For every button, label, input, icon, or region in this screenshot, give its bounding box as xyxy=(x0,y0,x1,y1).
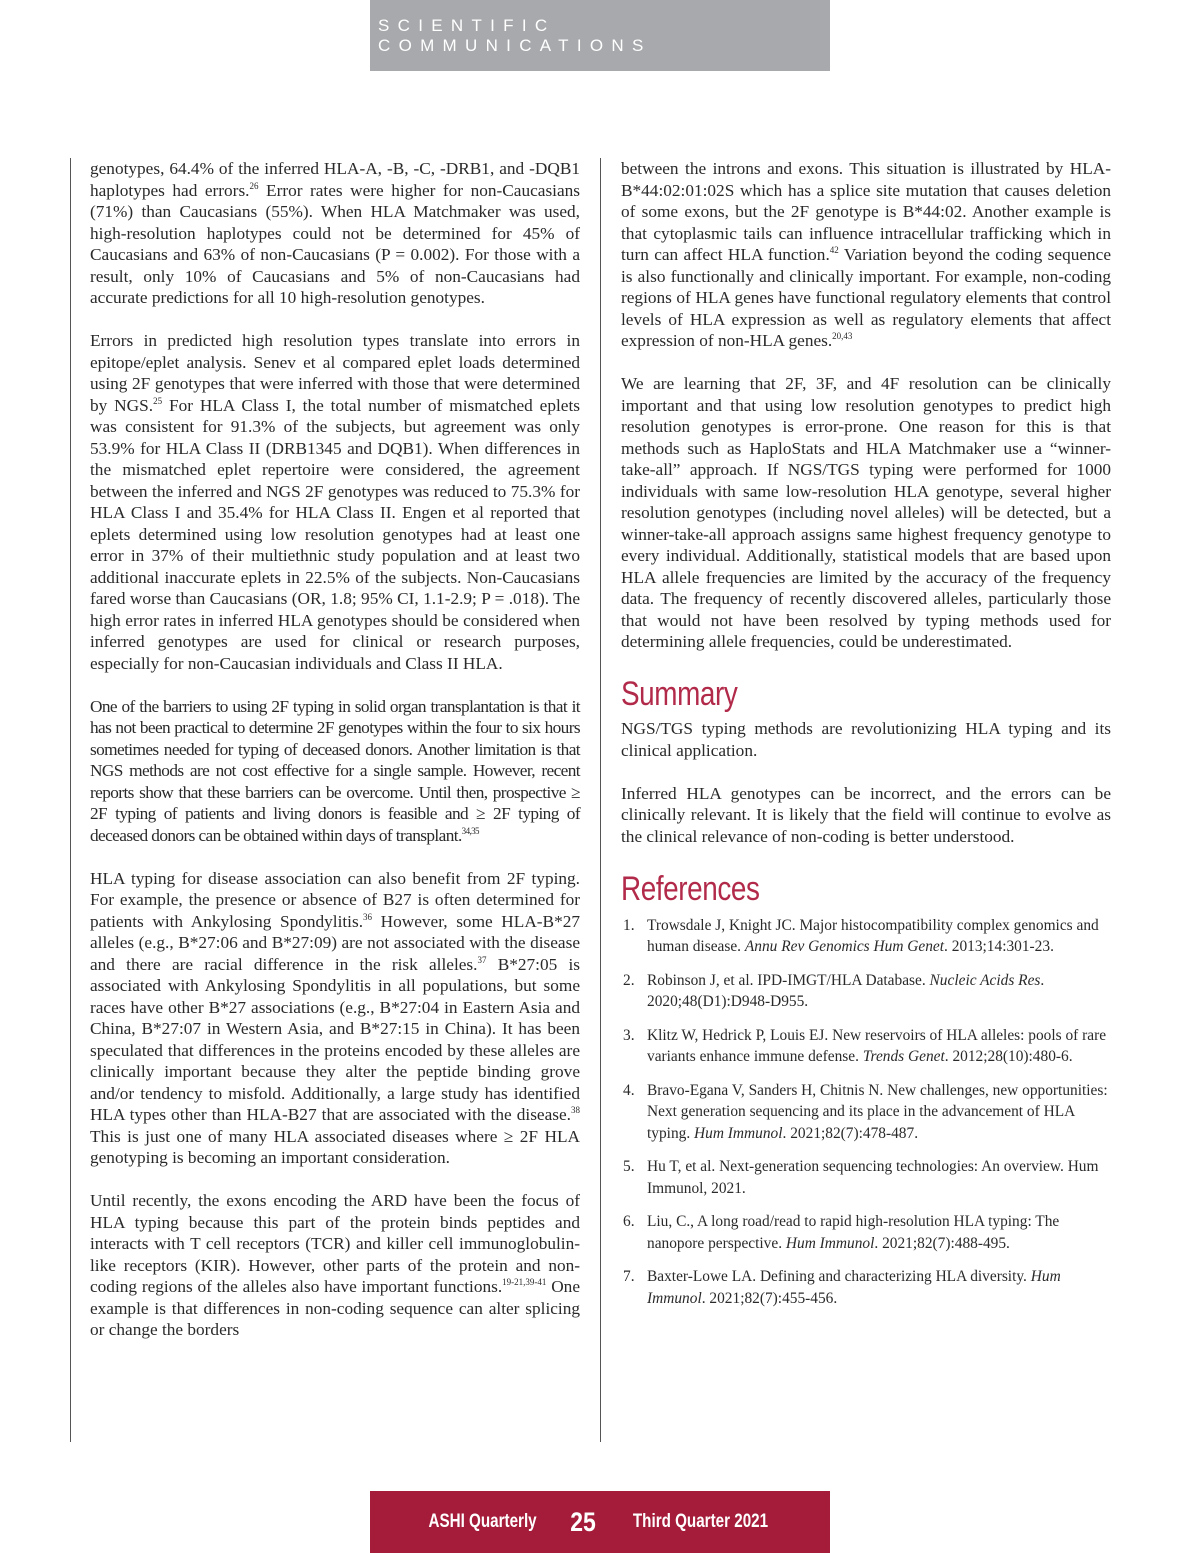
reference-item: 5. Hu T, et al. Next-generation sequencing technologies: An overview. Hum Immunol, 2021. xyxy=(623,1158,1099,1197)
journal-name: ASHI Quarterly xyxy=(428,1511,537,1532)
summary-heading: Summary xyxy=(621,675,738,713)
paragraph: Errors in predicted high resolution types translate into errors in epitope/eplet analysis. Senev et al compared eplet loads determined using 2F genotypes that were inferred with those that were determined by NGS.$^{25}$ For HLA Class I, the total number of mismatched eplets was consistent for 91.3% of the subjects, but agreement was only 53.9% for HLA Class II (DRB1345 and DQB1). When differences in the mismatched eplet repertoire were considered, the agreement between the inferred and NGS 2F genotypes was reduced to 75.3% for HLA Class I and 35.4% for HLA Class II. Engen et al reported that eplets determined using low resolution genotypes had at least one error in 37% of their multiethnic study population and at least two additional inaccurate eplets in 22.5% of the subjects. Non-Caucasians fared worse than Caucasians (OR, 1.8; 95% CI, 1.1-2.9; P = .018). The high error rates in inferred HLA genotypes should be considered when inferred genotypes are used for clinical or research purposes, especially for non-Caucasian individuals and Class II HLA. xyxy=(90,331,580,673)
column-divider-rule xyxy=(600,158,601,1442)
footer-band xyxy=(370,1491,830,1553)
paragraph: Until recently, the exons encoding the ARD have been the focus of HLA typing because this part of the protein binds peptides and interacts with T cell receptors (TCR) and killer cell immunoglobulin-like receptors (KIR). However, other parts of the protein and non-coding regions of the alleles also have important functions.$^{19-21,39-41}$ One example is that differences in non-coding sequence can alter splicing or change the borders xyxy=(90,1191,580,1339)
paragraph: genotypes, 64.4% of the inferred HLA-A, -B, -C, -DRB1, and -DQB1 haplotypes had errors.$^{26}$ Error rates were higher for non-Caucasians (71%) than Caucasians (55%). When HLA Matchmaker was used, high-resolution haplotypes could not be determined for 45% of Caucasians and 63% of non-Caucasians (P = 0.002). For those with a result, only 10% of Caucasians and 5% of non-Caucasians had accurate predictions for all 10 high-resolution genotypes. xyxy=(90,159,581,307)
paragraph: HLA typing for disease association can also benefit from 2F typing. For example, the presence or absence of B27 is often determined for patients with Ankylosing Spondylitis.$^{36}$ However, some HLA-B*27 alleles (e.g., B*27:06 and B*27:09) are not associated with the disease and there are racial difference in the risk alleles.$^{37}$ B*27:05 is associated with Ankylosing Spondylitis in all populations, but some races have other B*27 associations (e.g., B*27:04 in Eastern Asia and China, B*27:07 in Western Asia, and B*27:15 in China). It has been speculated that differences in the proteins encoded by these alleles are clinically important because they alter the peptide binding grove and/or tendency to misfold. Additionally, a large study has identified HLA types other than HLA-B27 that are associated with the disease.$^{38}$ This is just one of many HLA associated diseases where ≥ 2F HLA genotyping is becoming an important consideration. xyxy=(90,868,581,1167)
summary-paragraph: Inferred HLA genotypes can be incorrect, and the errors can be clinically relevant. It is likely that the field will continue to evolve as the clinical relevance of non-coding is better understood. xyxy=(621,783,1111,846)
references-heading: References xyxy=(621,869,760,908)
section-label: SCIENTIFIC COMMUNICATIONS xyxy=(378,15,652,55)
reference-item: 4. Bravo-Egana V, Sanders H, Chitnis N. New challenges, new opportunities: Next generation sequencing and its place in the advancement of HLA typing. Hum Immunol. 2021;82(7):478-487. xyxy=(623,1081,1108,1142)
section-header-band xyxy=(370,0,830,71)
references-list xyxy=(621,915,1111,1310)
page-number: 25 xyxy=(570,1506,596,1537)
reference-item: 2. Robinson J, et al. IPD-IMGT/HLA Database. Nucleic Acids Res. 2020;48(D1):D948-D955. xyxy=(623,971,1045,1010)
reference-item: 3. Klitz W, Hedrick P, Louis EJ. New reservoirs of HLA alleles: pools of rare variants enhance immune defense. Trends Genet. 2012;28(10):480-6. xyxy=(623,1026,1107,1065)
paragraph: between the introns and exons. This situation is illustrated by HLA-B*44:02:01:02S which has a splice site mutation that causes deletion of some exons, but the 2F genotype is B*44:02. Another example is that cytoplasmic tails can influence intracellular trafficking which in turn can affect HLA function.$^{42}$ Variation beyond the coding sequence is also functionally and clinically important. For example, non-coding regions of HLA genes have functional regulatory elements that control levels of HLA expression as well as regulatory elements that affect expression of non-HLA genes.$^{20,43}$ xyxy=(621,159,1111,350)
left-column xyxy=(90,158,580,1362)
paragraph: One of the barriers to using 2F typing in solid organ transplantation is that it has not been practical to determine 2F genotypes within the four to six hours sometimes needed for typing of deceased donors. Another limitation is that NGS methods are not cost effective for a single sample. However, recent reports show that these barriers can be overcome. Until then, prospective ≥ 2F typing of patients and living donors is feasible and ≥ 2F typing of deceased donors can be obtained within days of transplant.$^{34,35}$ xyxy=(90,696,580,845)
reference-item: 1. Trowsdale J, Knight JC. Major histocompatibility complex genomics and human disease. Annu Rev Genomics Hum Genet. 2013;14:301-23. xyxy=(623,916,1099,955)
left-column-rule xyxy=(70,158,71,1442)
reference-item: 6. Liu, C., A long road/read to rapid high-resolution HLA typing: The nanopore perspective. Hum Immunol. 2021;82(7):488-495. xyxy=(623,1213,1060,1252)
right-column xyxy=(621,158,1111,1321)
paragraph: We are learning that 2F, 3F, and 4F resolution can be clinically important and that using low resolution genotypes to predict high resolution genotypes is error-prone. One reason for this is that methods such as HaploStats and HLA Matchmaker use a “winner-take-all” approach. If NGS/TGS typing were performed for 1000 individuals with same low-resolution HLA genotype, several higher resolution genotypes (including novel alleles) will be detected, but a winner-take-all approach assigns same highest frequency genotype to every individual. Additionally, statistical models that are based upon HLA allele frequencies are limited by the accuracy of the frequency data. The frequency of recently discovered alleles, particularly those that would not have been resolved by typing methods used for determining allele frequencies, could be underestimated. xyxy=(621,374,1111,651)
reference-item: 7. Baxter-Lowe LA. Defining and characterizing HLA diversity. Hum Immunol. 2021;82(7):455-456. xyxy=(623,1268,1061,1307)
summary-paragraph: NGS/TGS typing methods are revolutionizing HLA typing and its clinical application. xyxy=(621,719,1111,760)
issue-label: Third Quarter 2021 xyxy=(633,1511,769,1532)
